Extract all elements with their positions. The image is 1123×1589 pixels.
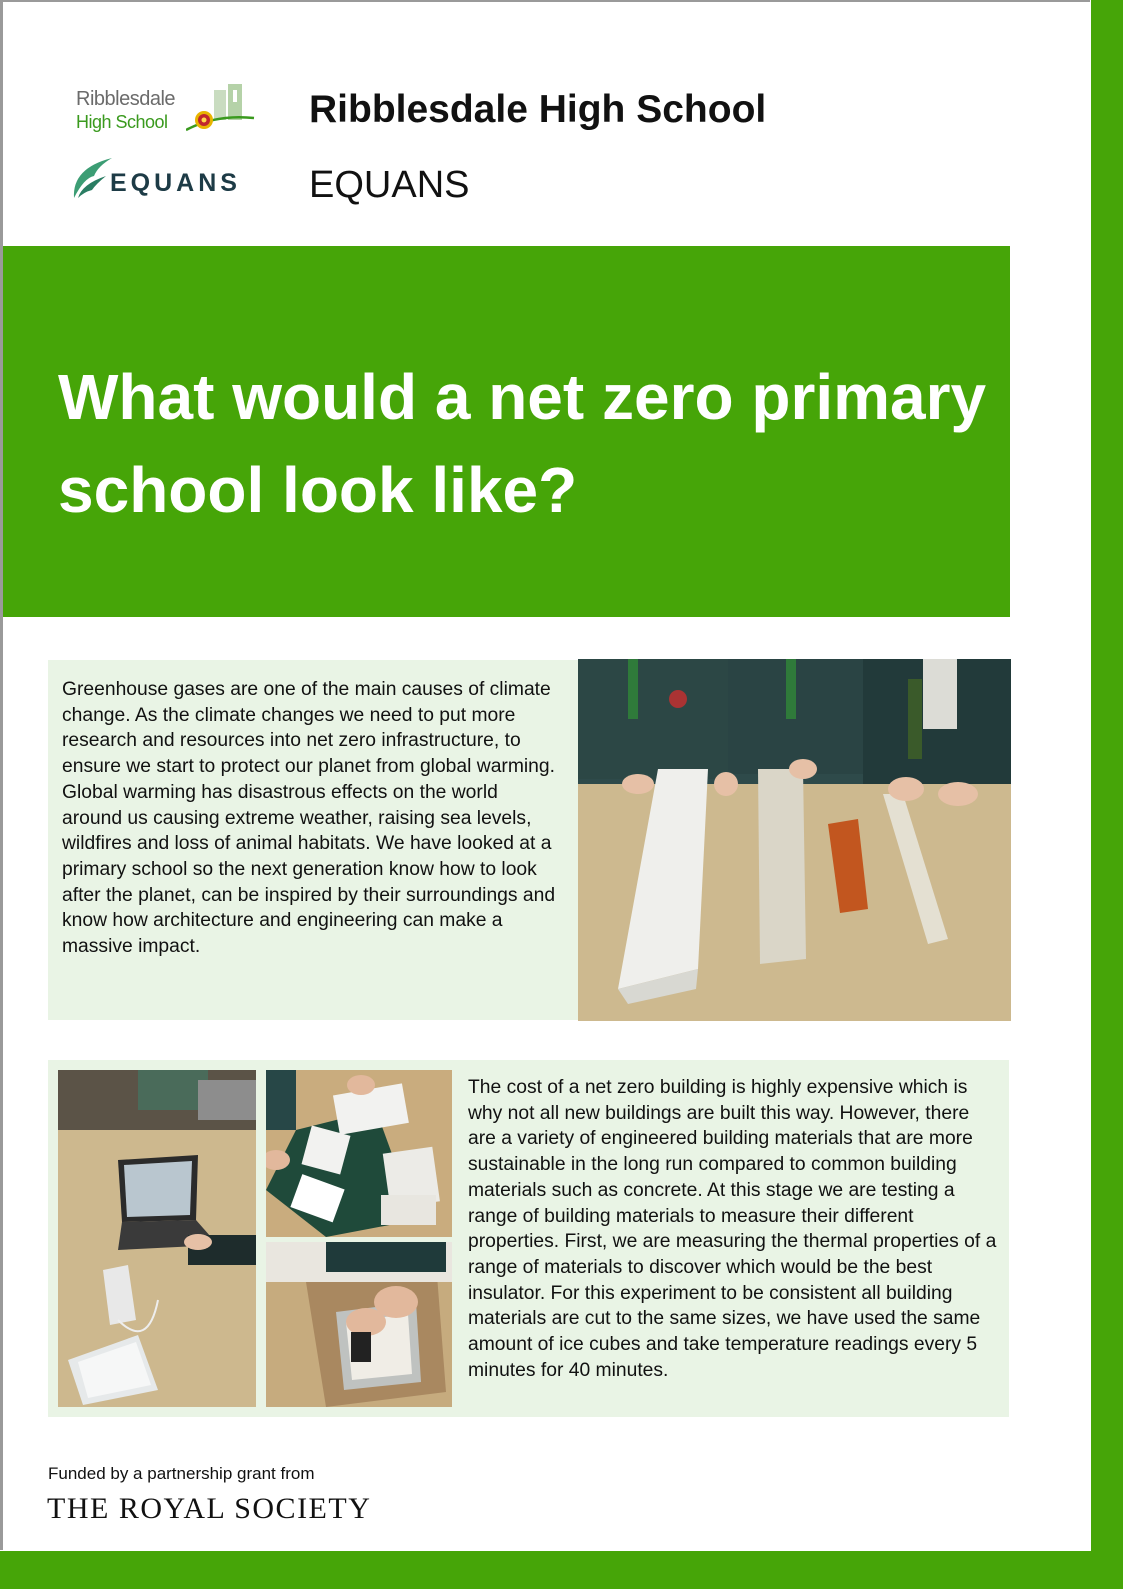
equans-leaf-icon <box>70 154 114 204</box>
cutting-materials-photo <box>266 1070 452 1237</box>
insulation-box-photo <box>266 1242 452 1407</box>
equans-logo-text: EQUANS <box>110 169 241 197</box>
laptop-experiment-photo <box>58 1070 256 1407</box>
page-title: What would a net zero primary school look like? <box>58 361 987 526</box>
funded-by-text: Funded by a partnership grant from <box>48 1464 315 1483</box>
bottom-accent-bar <box>0 1551 1123 1589</box>
royal-society-logo: THE ROYAL SOCIETY <box>47 1492 372 1525</box>
equans-logo <box>70 154 260 204</box>
materials-text: The cost of a net zero building is highly expensive which is why not all new buildings are built this way. However, there are a variety of engineered building materials that are more sustainable in the long run compared to common building materials such as concrete. At this stage we are testing a range of building materials to measure their different properties. First, we are measuring the thermal properties of a range of materials to discover which would be the best insulator. For this experiment to be consistent all building materials are cut to the same sizes, we have used the same amount of ice cubes and take temperature readings every 5 minutes for 40 minutes. <box>468 1077 997 1381</box>
school-logo-line2: High School <box>76 112 168 132</box>
title-band <box>3 246 1010 617</box>
school-name: Ribblesdale High School <box>309 88 767 131</box>
ribblesdale-logo <box>76 84 256 136</box>
school-crest-icon <box>186 84 256 136</box>
right-accent-bar <box>1091 0 1123 1589</box>
bricks-photo <box>578 659 1011 1021</box>
intro-text: Greenhouse gases are one of the main causes of climate change. As the climate changes we need to put more research and resources into net zero infrastructure, to ensure we start to protect our planet from global warming. Global warming has disastrous effects on the world around us causing extreme weather, raising sea levels, wildfires and loss of animal habitats. We have looked at a primary school so the next generation know how to look after the planet, can be inspired by their surroundings and know how architecture and engineering can make a massive impact. <box>62 679 556 958</box>
partner-name: EQUANS <box>309 164 470 206</box>
school-logo-line1: Ribblesdale <box>76 88 176 110</box>
